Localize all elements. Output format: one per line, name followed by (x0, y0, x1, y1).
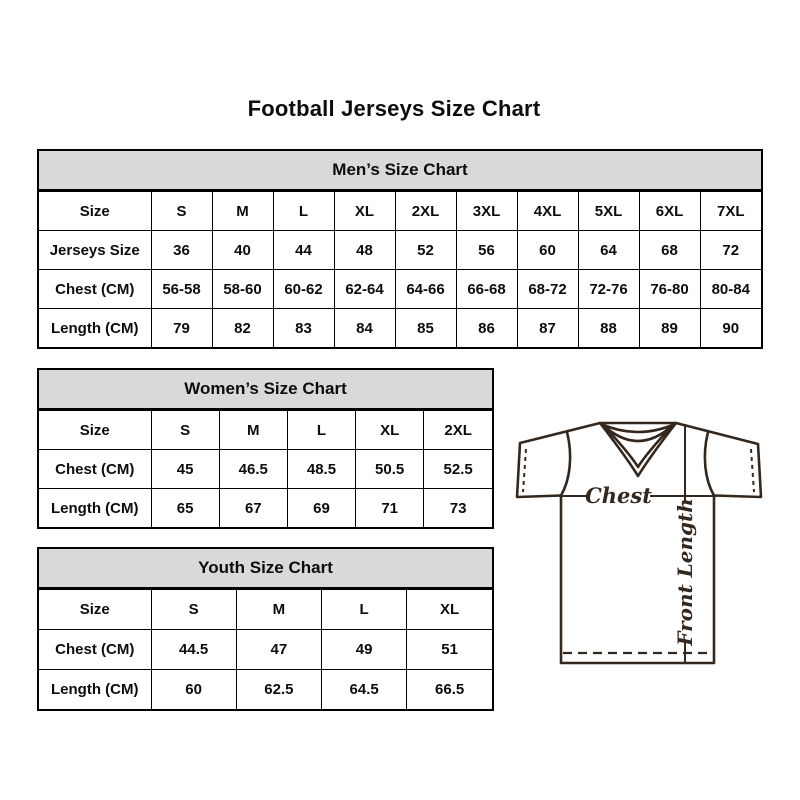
row-label: Size (39, 411, 151, 450)
value-cell: M (236, 590, 321, 630)
value-cell: 64-66 (395, 270, 456, 309)
value-cell: 49 (322, 630, 407, 670)
row-label: Length (CM) (39, 309, 151, 348)
value-cell: 56 (456, 231, 517, 270)
value-cell: XL (356, 411, 424, 450)
row-label: Size (39, 590, 151, 630)
mens-table-grid (39, 191, 761, 347)
womens-size-table (37, 368, 494, 529)
table-row (39, 590, 492, 630)
value-cell: M (219, 411, 287, 450)
value-cell: M (212, 192, 273, 231)
value-cell: 52 (395, 231, 456, 270)
value-cell: 85 (395, 309, 456, 348)
value-cell: 73 (424, 489, 492, 528)
value-cell: XL (334, 192, 395, 231)
value-cell: 87 (517, 309, 578, 348)
value-cell: 72-76 (578, 270, 639, 309)
value-cell: 69 (287, 489, 355, 528)
womens-table-grid (39, 410, 492, 527)
value-cell: 84 (334, 309, 395, 348)
mens-size-table (37, 149, 763, 349)
value-cell: S (151, 192, 212, 231)
value-cell: L (273, 192, 334, 231)
value-cell: S (151, 590, 236, 630)
value-cell: 2XL (424, 411, 492, 450)
value-cell: 47 (236, 630, 321, 670)
value-cell: 62-64 (334, 270, 395, 309)
value-cell: 51 (407, 630, 492, 670)
value-cell: 72 (700, 231, 761, 270)
value-cell: 80-84 (700, 270, 761, 309)
value-cell: 67 (219, 489, 287, 528)
value-cell: 64 (578, 231, 639, 270)
womens-table-header: Women’s Size Chart (39, 370, 492, 410)
row-label: Jerseys Size (39, 231, 151, 270)
value-cell: 76-80 (639, 270, 700, 309)
value-cell: 44 (273, 231, 334, 270)
youth-size-table (37, 547, 494, 711)
value-cell: 88 (578, 309, 639, 348)
value-cell: 79 (151, 309, 212, 348)
front-length-label: Front Length (673, 498, 697, 646)
value-cell: 5XL (578, 192, 639, 231)
value-cell: 90 (700, 309, 761, 348)
value-cell: 44.5 (151, 630, 236, 670)
value-cell: 45 (151, 450, 219, 489)
value-cell: 83 (273, 309, 334, 348)
value-cell: 7XL (700, 192, 761, 231)
jersey-svg (500, 400, 780, 680)
value-cell: 68 (639, 231, 700, 270)
value-cell: 46.5 (219, 450, 287, 489)
youth-table-header: Youth Size Chart (39, 549, 492, 589)
table-row (39, 192, 761, 231)
table-row (39, 231, 761, 270)
row-label: Chest (CM) (39, 270, 151, 309)
value-cell: 89 (639, 309, 700, 348)
value-cell: 6XL (639, 192, 700, 231)
jersey-measurement-diagram (500, 400, 780, 680)
value-cell: 60-62 (273, 270, 334, 309)
page-title: Football Jerseys Size Chart (247, 96, 541, 121)
value-cell: 71 (356, 489, 424, 528)
value-cell: 3XL (456, 192, 517, 231)
table-row (39, 411, 492, 450)
value-cell: S (151, 411, 219, 450)
youth-table-grid (39, 589, 492, 709)
value-cell: 60 (151, 670, 236, 710)
value-cell: 50.5 (356, 450, 424, 489)
row-label: Chest (CM) (39, 630, 151, 670)
table-row (39, 450, 492, 489)
table-row (39, 670, 492, 710)
value-cell: 48.5 (287, 450, 355, 489)
mens-table-header: Men’s Size Chart (39, 151, 761, 191)
value-cell: 58-60 (212, 270, 273, 309)
value-cell: 86 (456, 309, 517, 348)
value-cell: 82 (212, 309, 273, 348)
value-cell: 64.5 (322, 670, 407, 710)
row-label: Size (39, 192, 151, 231)
table-row (39, 309, 761, 348)
row-label: Length (CM) (39, 489, 151, 528)
table-row (39, 489, 492, 528)
chest-label: Chest (585, 483, 652, 508)
value-cell: XL (407, 590, 492, 630)
jersey-outline (517, 423, 761, 663)
value-cell: 66.5 (407, 670, 492, 710)
value-cell: 2XL (395, 192, 456, 231)
table-row (39, 630, 492, 670)
value-cell: 48 (334, 231, 395, 270)
value-cell: 4XL (517, 192, 578, 231)
value-cell: 65 (151, 489, 219, 528)
value-cell: 56-58 (151, 270, 212, 309)
value-cell: 60 (517, 231, 578, 270)
value-cell: 52.5 (424, 450, 492, 489)
row-label: Chest (CM) (39, 450, 151, 489)
value-cell: L (287, 411, 355, 450)
value-cell: 36 (151, 231, 212, 270)
table-row (39, 270, 761, 309)
value-cell: 62.5 (236, 670, 321, 710)
value-cell: 68-72 (517, 270, 578, 309)
row-label: Length (CM) (39, 670, 151, 710)
value-cell: 66-68 (456, 270, 517, 309)
value-cell: L (322, 590, 407, 630)
value-cell: 40 (212, 231, 273, 270)
